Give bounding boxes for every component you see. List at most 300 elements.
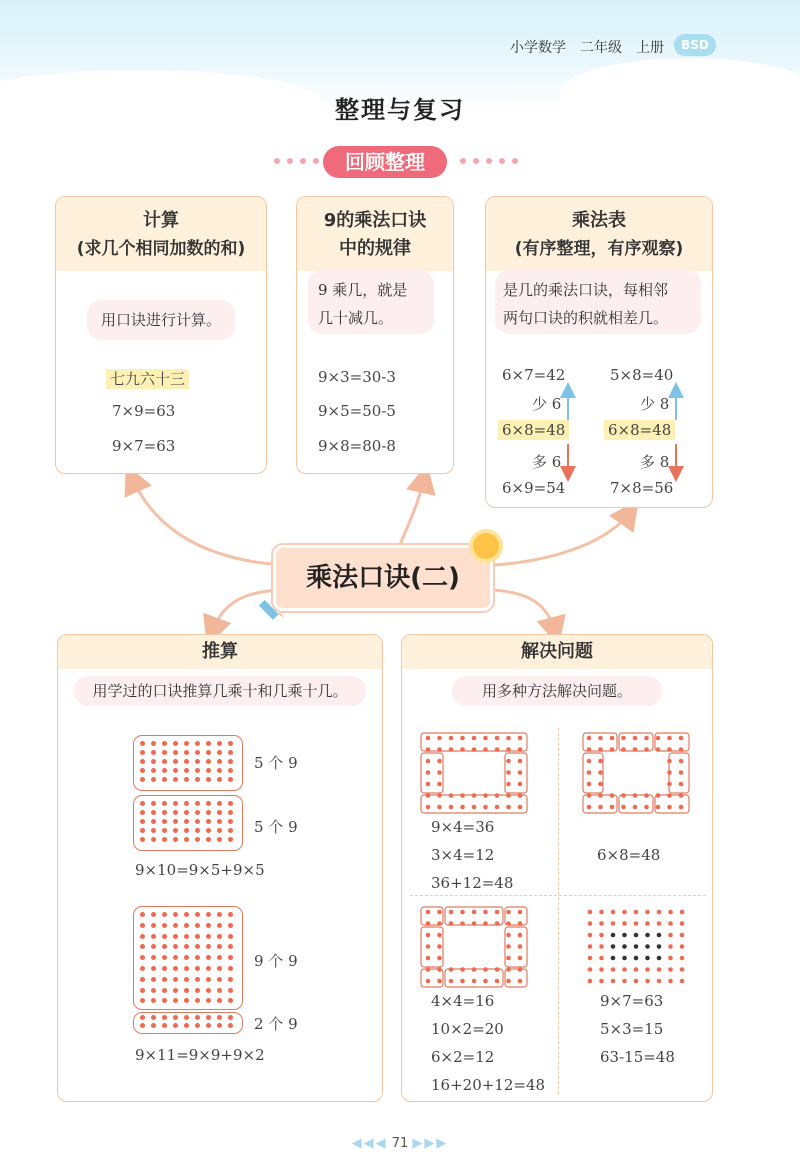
dot bbox=[426, 956, 431, 961]
dot bbox=[140, 966, 145, 971]
dot bbox=[460, 793, 465, 798]
dot bbox=[598, 793, 603, 798]
divider bbox=[558, 728, 559, 1094]
dot bbox=[599, 944, 604, 949]
dot bbox=[228, 1023, 233, 1028]
dot bbox=[645, 933, 650, 938]
dot bbox=[195, 837, 200, 842]
dot bbox=[217, 988, 222, 993]
dot bbox=[184, 810, 189, 815]
equation: 9×3=30-3 bbox=[318, 368, 396, 386]
dot bbox=[472, 793, 477, 798]
dot bbox=[184, 837, 189, 842]
dot-array bbox=[140, 912, 239, 1009]
dot bbox=[587, 770, 592, 775]
dot bbox=[217, 819, 222, 824]
dot bbox=[657, 910, 662, 915]
dot bbox=[151, 977, 156, 982]
dot bbox=[680, 967, 685, 972]
page-title: 整理与复习 bbox=[335, 96, 465, 124]
dot bbox=[195, 1023, 200, 1028]
dot bbox=[162, 966, 167, 971]
dot bbox=[437, 910, 442, 915]
dot bbox=[228, 828, 233, 833]
dot bbox=[506, 956, 511, 961]
dot bbox=[173, 998, 178, 1003]
equation: 5×8=40 bbox=[610, 366, 674, 384]
dot bbox=[506, 944, 511, 949]
dot bbox=[173, 759, 178, 764]
dot bbox=[460, 805, 465, 810]
dot bbox=[140, 1023, 145, 1028]
equation: 6×9=54 bbox=[502, 479, 566, 497]
dot bbox=[518, 747, 523, 752]
dot bbox=[495, 967, 500, 972]
equation: 6×7=42 bbox=[502, 366, 566, 384]
dot bbox=[598, 759, 603, 764]
dot bbox=[426, 759, 431, 764]
dot bbox=[622, 956, 627, 961]
dot bbox=[206, 810, 211, 815]
dot bbox=[667, 782, 672, 787]
equation: 16+20+12=48 bbox=[431, 1076, 546, 1094]
dot bbox=[588, 921, 593, 926]
dot bbox=[506, 736, 511, 741]
card-title: 乘法表 bbox=[572, 210, 626, 231]
dot bbox=[483, 793, 488, 798]
dot bbox=[151, 777, 156, 782]
dot bbox=[657, 979, 662, 984]
dot bbox=[195, 966, 200, 971]
dot bbox=[621, 793, 626, 798]
dot bbox=[679, 805, 684, 810]
dot bbox=[449, 979, 454, 984]
dot bbox=[506, 782, 511, 787]
dot bbox=[173, 768, 178, 773]
dot bbox=[195, 912, 200, 917]
difference-label: 少 8 bbox=[640, 395, 670, 413]
dot bbox=[228, 955, 233, 960]
dot bbox=[679, 759, 684, 764]
dot-figure bbox=[582, 732, 690, 814]
dot bbox=[140, 819, 145, 824]
dot bbox=[151, 819, 156, 824]
dot bbox=[195, 934, 200, 939]
dot bbox=[587, 782, 592, 787]
dot bbox=[644, 747, 649, 752]
dot bbox=[634, 921, 639, 926]
dot bbox=[173, 1015, 178, 1020]
dot bbox=[667, 770, 672, 775]
speech-bubble: 用学过的口诀推算几乘十和几乘十几。 bbox=[74, 676, 366, 706]
dot bbox=[633, 793, 638, 798]
dot bbox=[518, 921, 523, 926]
dot bbox=[588, 933, 593, 938]
dot bbox=[437, 759, 442, 764]
dot bbox=[151, 768, 156, 773]
dot bbox=[610, 805, 615, 810]
dot bbox=[667, 759, 672, 764]
dot bbox=[588, 956, 593, 961]
dot bbox=[587, 736, 592, 741]
dot bbox=[656, 793, 661, 798]
dot bbox=[679, 736, 684, 741]
dot bbox=[151, 759, 156, 764]
dot bbox=[217, 777, 222, 782]
dot bbox=[206, 998, 211, 1003]
dot bbox=[460, 979, 465, 984]
dot bbox=[195, 828, 200, 833]
difference-label: 多 6 bbox=[532, 453, 562, 471]
dot bbox=[228, 977, 233, 982]
dot bbox=[599, 956, 604, 961]
dot bbox=[518, 933, 523, 938]
dot bbox=[162, 741, 167, 746]
dot bbox=[195, 801, 200, 806]
dot bbox=[217, 750, 222, 755]
dot bbox=[633, 805, 638, 810]
dot bbox=[140, 750, 145, 755]
dot bbox=[206, 837, 211, 842]
dot bbox=[217, 977, 222, 982]
equation: 9×8=80-8 bbox=[318, 437, 396, 455]
dot bbox=[217, 934, 222, 939]
dot bbox=[228, 810, 233, 815]
dot bbox=[506, 910, 511, 915]
dot bbox=[611, 944, 616, 949]
dot bbox=[599, 979, 604, 984]
dot bbox=[680, 921, 685, 926]
dot bbox=[162, 801, 167, 806]
dot bbox=[140, 912, 145, 917]
dot bbox=[588, 979, 593, 984]
dot bbox=[588, 910, 593, 915]
dot bbox=[140, 837, 145, 842]
grade-label: 二年级 bbox=[580, 40, 622, 56]
dot bbox=[162, 819, 167, 824]
dot bbox=[162, 759, 167, 764]
dot bbox=[173, 810, 178, 815]
dot bbox=[173, 777, 178, 782]
dot bbox=[217, 1015, 222, 1020]
dot bbox=[228, 777, 233, 782]
dot bbox=[162, 1023, 167, 1028]
dot bbox=[680, 979, 685, 984]
dot bbox=[206, 768, 211, 773]
equation: 3×4=12 bbox=[431, 846, 495, 864]
dot bbox=[206, 759, 211, 764]
bubble-line: 几十减几。 bbox=[318, 309, 394, 327]
group-label: 2 个 9 bbox=[254, 1015, 298, 1033]
dot bbox=[173, 955, 178, 960]
equation: 6×8=48 bbox=[597, 846, 661, 864]
dot bbox=[206, 955, 211, 960]
dot bbox=[140, 944, 145, 949]
dot bbox=[217, 810, 222, 815]
dot bbox=[184, 759, 189, 764]
dot bbox=[598, 782, 603, 787]
dot-array bbox=[140, 741, 239, 786]
dot bbox=[495, 921, 500, 926]
equation: 9×7=63 bbox=[600, 992, 664, 1010]
dot bbox=[184, 768, 189, 773]
dot bbox=[195, 810, 200, 815]
dot bbox=[518, 910, 523, 915]
dot bbox=[472, 921, 477, 926]
dot bbox=[506, 967, 511, 972]
dot bbox=[151, 828, 156, 833]
dot bbox=[437, 979, 442, 984]
publisher-badge: BSD bbox=[674, 34, 716, 56]
dot-figure bbox=[420, 906, 530, 988]
dot bbox=[217, 801, 222, 806]
dot bbox=[228, 923, 233, 928]
dot bbox=[668, 956, 673, 961]
dot bbox=[228, 801, 233, 806]
dot bbox=[599, 910, 604, 915]
dot bbox=[140, 801, 145, 806]
dot bbox=[217, 955, 222, 960]
dot bbox=[151, 923, 156, 928]
dot bbox=[622, 944, 627, 949]
speech-bubble: 用口诀进行计算。 bbox=[87, 300, 235, 340]
dot bbox=[449, 910, 454, 915]
dot bbox=[437, 747, 442, 752]
dot bbox=[162, 768, 167, 773]
dot bbox=[228, 934, 233, 939]
dot bbox=[151, 988, 156, 993]
dot bbox=[621, 736, 626, 741]
dot bbox=[173, 828, 178, 833]
dot bbox=[206, 966, 211, 971]
dot bbox=[206, 828, 211, 833]
dot bbox=[173, 801, 178, 806]
dot bbox=[449, 921, 454, 926]
difference-label: 多 8 bbox=[640, 453, 670, 471]
dot bbox=[634, 933, 639, 938]
dot bbox=[206, 923, 211, 928]
dot bbox=[449, 967, 454, 972]
dot bbox=[495, 805, 500, 810]
equation: 36+12=48 bbox=[431, 874, 514, 892]
equation: 9×11=9×9+9×2 bbox=[135, 1046, 265, 1064]
dot bbox=[140, 923, 145, 928]
dot bbox=[437, 770, 442, 775]
dot bbox=[634, 967, 639, 972]
card-subtitle: (有序整理，有序观察) bbox=[514, 239, 684, 259]
dot bbox=[495, 979, 500, 984]
dot bbox=[184, 801, 189, 806]
dot bbox=[622, 910, 627, 915]
dot bbox=[162, 988, 167, 993]
dot bbox=[657, 967, 662, 972]
dot bbox=[173, 934, 178, 939]
dot bbox=[162, 923, 167, 928]
dot bbox=[195, 768, 200, 773]
dot bbox=[611, 979, 616, 984]
pencil-icon bbox=[258, 592, 288, 622]
dot bbox=[518, 944, 523, 949]
card-subtitle: 中的规律 bbox=[339, 238, 411, 259]
dot bbox=[437, 956, 442, 961]
dot bbox=[587, 747, 592, 752]
dot bbox=[228, 1015, 233, 1020]
arrow-left-icon: ◀◀◀ bbox=[351, 1136, 388, 1151]
dot bbox=[644, 793, 649, 798]
dot bbox=[184, 828, 189, 833]
dot bbox=[506, 921, 511, 926]
card-title: 计算 bbox=[143, 210, 179, 231]
dot bbox=[173, 923, 178, 928]
dot bbox=[140, 1015, 145, 1020]
page-footer bbox=[0, 1136, 800, 1151]
dot bbox=[228, 759, 233, 764]
dot bbox=[460, 910, 465, 915]
dot bbox=[449, 736, 454, 741]
dot bbox=[472, 747, 477, 752]
dot bbox=[679, 793, 684, 798]
dot bbox=[217, 912, 222, 917]
dot bbox=[184, 988, 189, 993]
dot bbox=[162, 777, 167, 782]
dot bbox=[483, 910, 488, 915]
bubble-line: 两句口诀的积就相差几。 bbox=[503, 309, 669, 327]
group-label: 5 个 9 bbox=[254, 818, 298, 836]
dot bbox=[495, 793, 500, 798]
dot bbox=[195, 923, 200, 928]
equation: 7×8=56 bbox=[610, 479, 674, 497]
dot bbox=[426, 736, 431, 741]
dot bbox=[587, 793, 592, 798]
volume-label: 上册 bbox=[636, 40, 664, 56]
dot bbox=[598, 770, 603, 775]
dot bbox=[162, 998, 167, 1003]
dot bbox=[426, 921, 431, 926]
dot bbox=[184, 750, 189, 755]
dot bbox=[611, 956, 616, 961]
dot bbox=[622, 967, 627, 972]
dot bbox=[162, 1015, 167, 1020]
dot bbox=[588, 944, 593, 949]
dot bbox=[472, 736, 477, 741]
dot bbox=[518, 782, 523, 787]
equation: 5×3=15 bbox=[600, 1020, 664, 1038]
dot bbox=[645, 967, 650, 972]
dot bbox=[483, 921, 488, 926]
subject-label: 小学数学 bbox=[510, 40, 566, 56]
dot bbox=[506, 979, 511, 984]
dot bbox=[173, 988, 178, 993]
dot bbox=[588, 967, 593, 972]
dot bbox=[610, 793, 615, 798]
dot bbox=[206, 777, 211, 782]
dot bbox=[206, 988, 211, 993]
dot bbox=[206, 1015, 211, 1020]
dot bbox=[162, 977, 167, 982]
dot-figure bbox=[584, 906, 688, 986]
dot bbox=[228, 819, 233, 824]
dot bbox=[426, 967, 431, 972]
dot bbox=[622, 979, 627, 984]
dot bbox=[472, 967, 477, 972]
dot bbox=[173, 741, 178, 746]
group-label: 5 个 9 bbox=[254, 754, 298, 772]
dot bbox=[140, 828, 145, 833]
dot bbox=[437, 933, 442, 938]
dot bbox=[162, 810, 167, 815]
dot bbox=[645, 921, 650, 926]
dot bbox=[184, 777, 189, 782]
dot-array bbox=[140, 801, 239, 846]
dot bbox=[644, 805, 649, 810]
dot bbox=[228, 768, 233, 773]
dot bbox=[518, 770, 523, 775]
group-label: 9 个 9 bbox=[254, 952, 298, 970]
dot bbox=[437, 782, 442, 787]
dot bbox=[206, 934, 211, 939]
dot bbox=[483, 979, 488, 984]
dot bbox=[644, 736, 649, 741]
dot bbox=[680, 910, 685, 915]
dot bbox=[610, 747, 615, 752]
dot bbox=[184, 934, 189, 939]
dot bbox=[495, 910, 500, 915]
dot bbox=[657, 933, 662, 938]
dot bbox=[195, 977, 200, 982]
dot bbox=[518, 956, 523, 961]
dot bbox=[206, 912, 211, 917]
dot bbox=[667, 747, 672, 752]
dot bbox=[140, 977, 145, 982]
dot bbox=[151, 934, 156, 939]
dot bbox=[195, 777, 200, 782]
equation: 4×4=16 bbox=[431, 992, 495, 1010]
dot bbox=[587, 759, 592, 764]
dot bbox=[184, 955, 189, 960]
section-pill: 回顾整理 bbox=[323, 146, 447, 178]
dot-array bbox=[140, 1015, 239, 1031]
dot bbox=[228, 837, 233, 842]
dot bbox=[667, 793, 672, 798]
dot bbox=[460, 736, 465, 741]
dot bbox=[426, 910, 431, 915]
dot bbox=[140, 741, 145, 746]
dot bbox=[195, 988, 200, 993]
dot bbox=[228, 741, 233, 746]
dot bbox=[680, 933, 685, 938]
dot bbox=[483, 736, 488, 741]
dot bbox=[151, 966, 156, 971]
dot bbox=[460, 747, 465, 752]
dot bbox=[495, 736, 500, 741]
equation: 9×10=9×5+9×5 bbox=[135, 861, 265, 879]
dot bbox=[173, 944, 178, 949]
dot bbox=[668, 910, 673, 915]
dot bbox=[151, 801, 156, 806]
dot bbox=[518, 805, 523, 810]
dot bbox=[195, 741, 200, 746]
dot bbox=[195, 750, 200, 755]
dot bbox=[599, 921, 604, 926]
dot bbox=[217, 741, 222, 746]
dot bbox=[668, 933, 673, 938]
speech-bubble: 用多种方法解决问题。 bbox=[452, 676, 662, 706]
dot bbox=[668, 967, 673, 972]
dot bbox=[151, 912, 156, 917]
dot bbox=[228, 912, 233, 917]
dot bbox=[506, 770, 511, 775]
dot bbox=[437, 921, 442, 926]
